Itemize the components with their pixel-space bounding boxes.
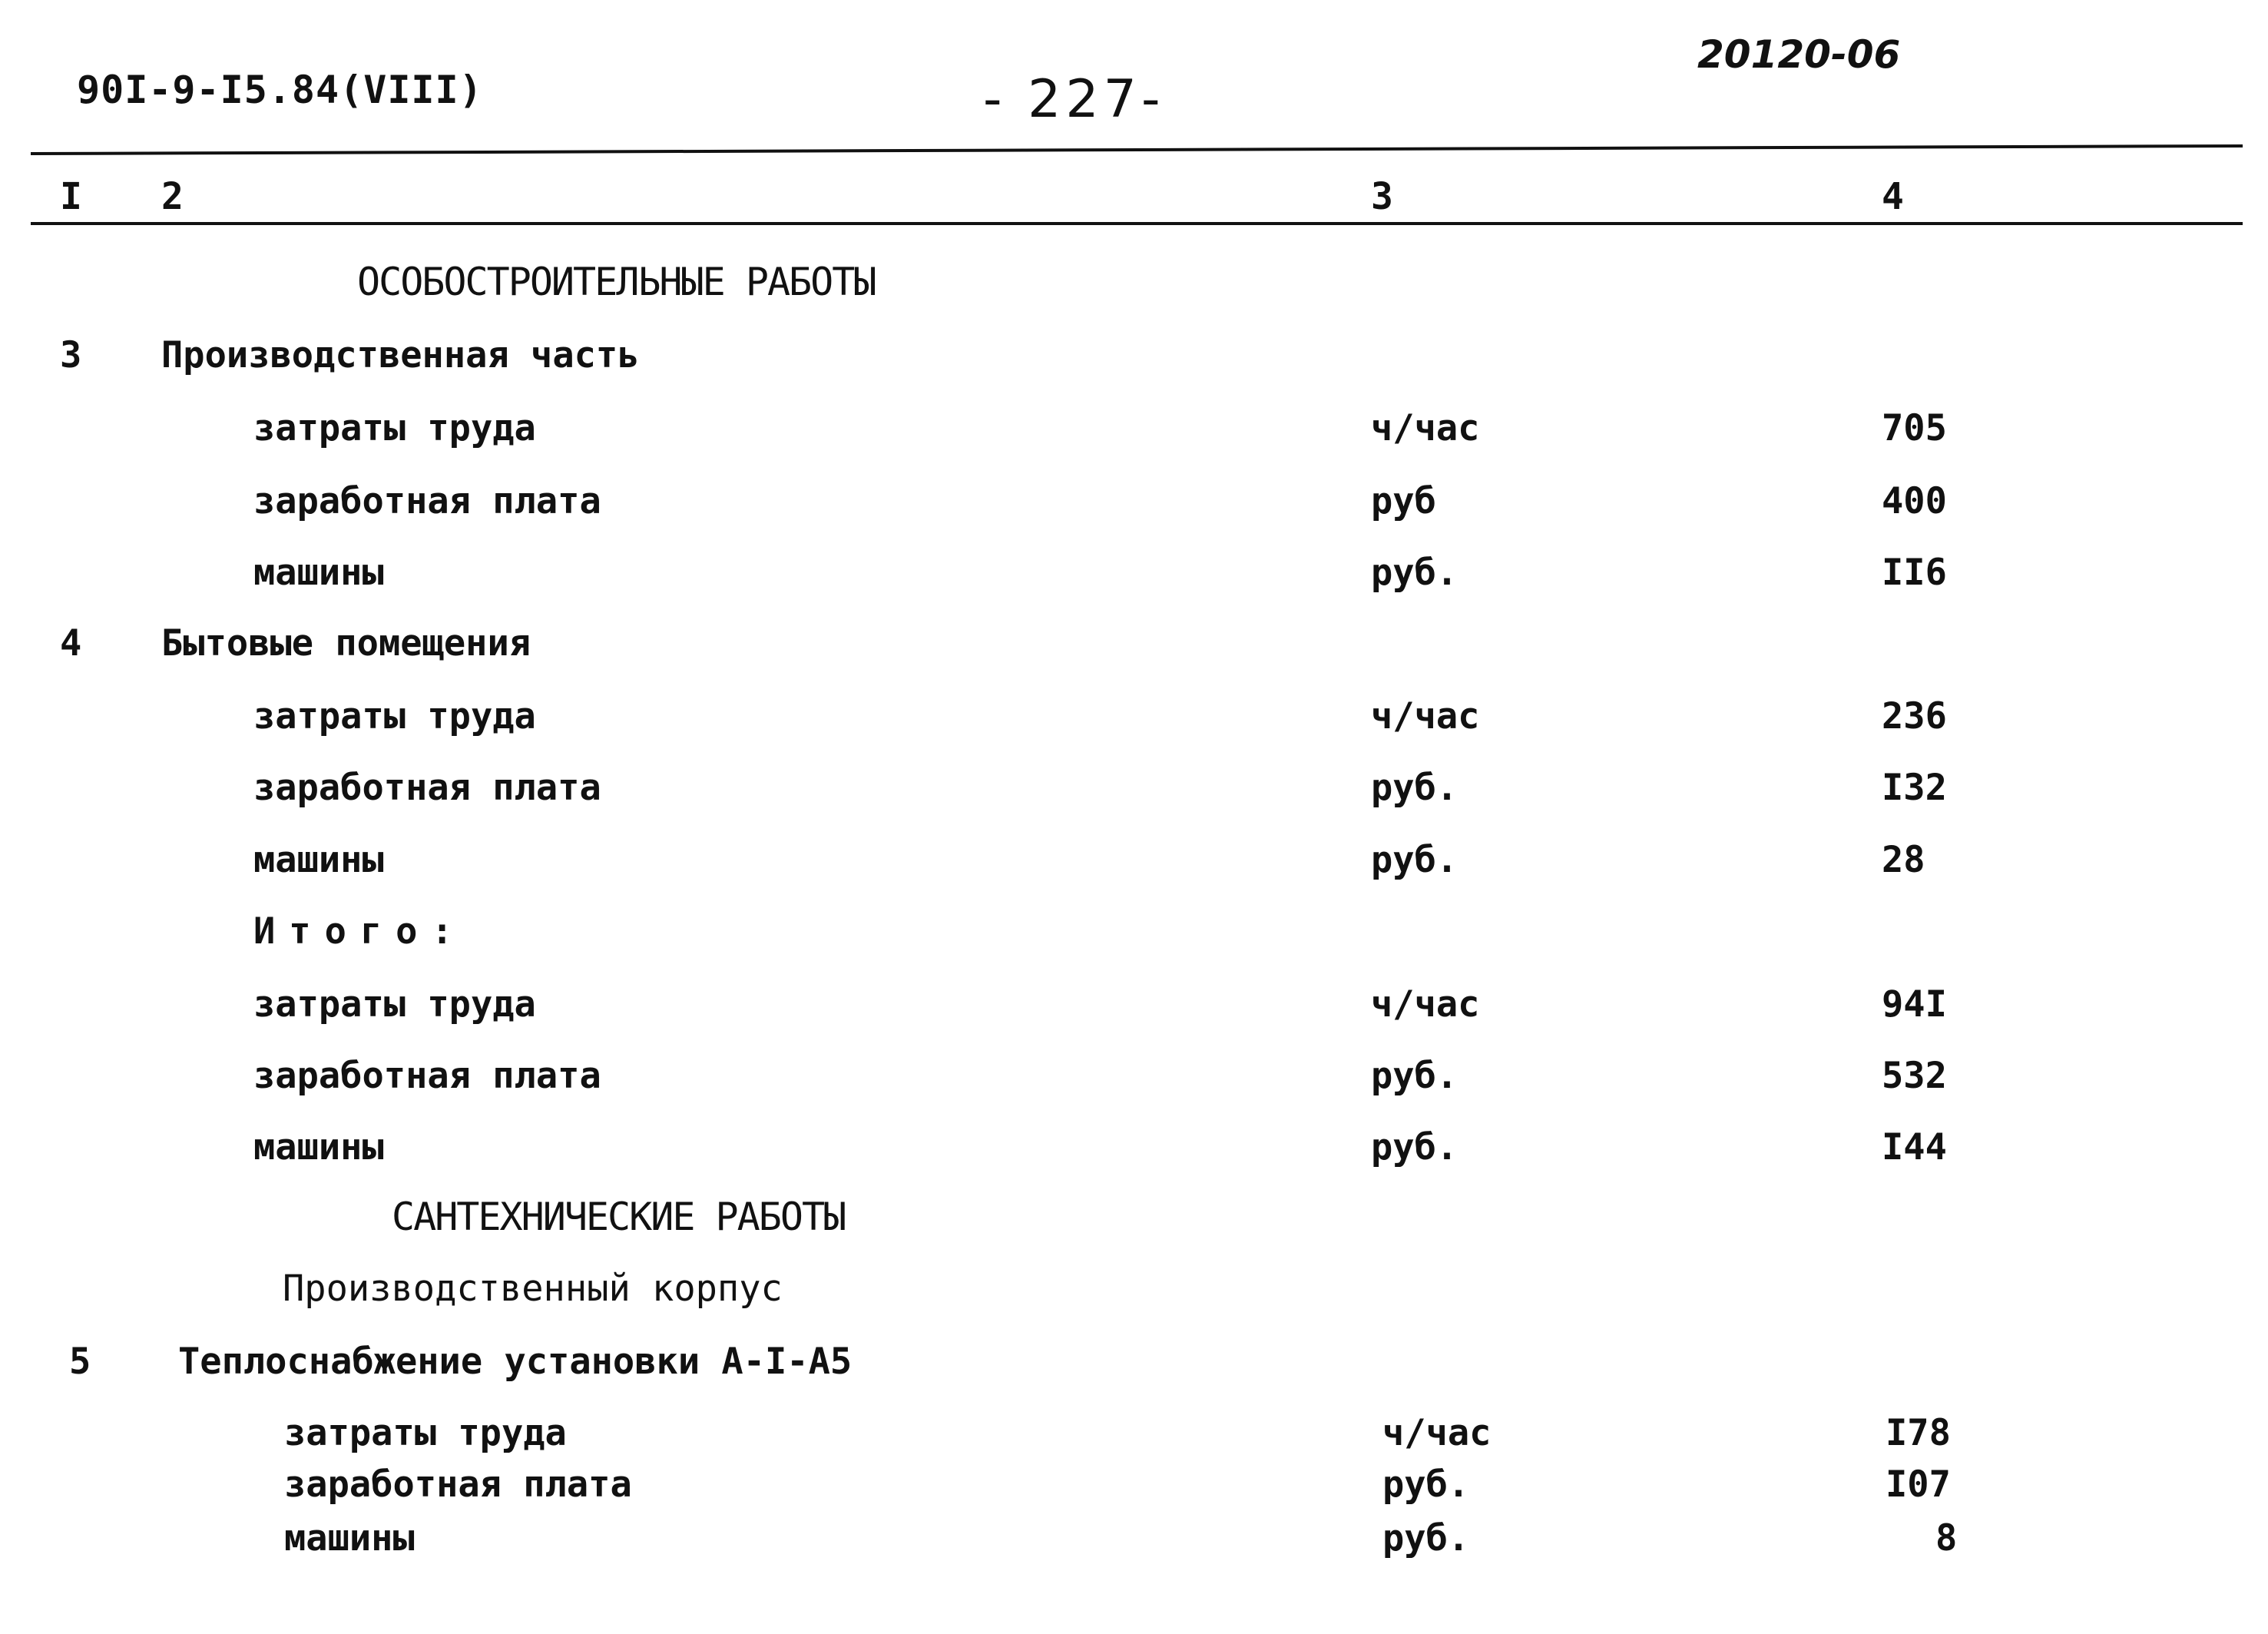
row-unit: руб.	[1371, 1055, 1458, 1097]
row-unit: ч/час	[1371, 407, 1480, 449]
table-row	[0, 1341, 2268, 1402]
table-row	[0, 1463, 2268, 1525]
row-value: I07	[1886, 1463, 1951, 1506]
table-row	[0, 552, 2268, 613]
section-heading-row	[0, 1195, 2268, 1256]
table-row	[0, 1517, 2268, 1579]
page-number: - 227-	[983, 69, 1165, 130]
row-number: 4	[60, 622, 82, 665]
row-name: Бытовые помещения	[161, 622, 531, 665]
row-name: затраты труда	[284, 1412, 567, 1454]
row-unit: руб.	[1371, 552, 1458, 594]
table-row	[0, 1126, 2268, 1188]
row-value: II6	[1882, 552, 1947, 594]
row-name: заработная плата	[253, 1055, 601, 1097]
row-value: 236	[1882, 695, 1947, 737]
row-value: 8	[1935, 1517, 1958, 1559]
section-title: ОСОБОСТРОИТЕЛЬНЫЕ РАБОТЫ	[357, 260, 876, 304]
row-name: машины	[284, 1517, 415, 1559]
row-unit: руб.	[1371, 839, 1458, 881]
table-row	[0, 480, 2268, 542]
row-number: 5	[69, 1341, 91, 1383]
row-unit: руб.	[1382, 1463, 1470, 1506]
column-header-2: 2	[161, 175, 184, 218]
row-unit: руб	[1371, 480, 1436, 522]
row-unit: ч/час	[1382, 1412, 1492, 1454]
row-unit: ч/час	[1371, 983, 1480, 1026]
table-row	[0, 983, 2268, 1045]
total-label: Итого:	[253, 910, 467, 953]
row-name: заработная плата	[253, 480, 601, 522]
column-header-4: 4	[1882, 175, 1904, 218]
row-name: заработная плата	[253, 767, 601, 809]
row-name: машины	[253, 839, 384, 881]
subsection-title: Производственный корпус	[283, 1268, 783, 1310]
row-name: машины	[253, 552, 384, 594]
handwritten-number: 20120-06	[1697, 32, 1901, 77]
row-name: затраты труда	[253, 695, 536, 737]
table-row	[0, 839, 2268, 900]
row-value: 705	[1882, 407, 1947, 449]
row-name: Производственная часть	[161, 334, 640, 376]
row-value: 400	[1882, 480, 1947, 522]
row-name: машины	[253, 1126, 384, 1168]
row-unit: руб.	[1371, 767, 1458, 809]
row-value: I32	[1882, 767, 1947, 809]
row-name: затраты труда	[253, 983, 536, 1026]
table-row	[0, 334, 2268, 396]
subsection-heading-row	[0, 1268, 2268, 1329]
row-value: I78	[1886, 1412, 1951, 1454]
row-value: I44	[1882, 1126, 1947, 1168]
table-row	[0, 695, 2268, 757]
row-unit: руб.	[1371, 1126, 1458, 1168]
column-header-1: I	[60, 175, 82, 218]
row-name: затраты труда	[253, 407, 536, 449]
row-value: 28	[1882, 839, 1925, 881]
section-heading-row	[0, 260, 2268, 321]
table-row	[0, 1055, 2268, 1116]
row-number: 3	[60, 334, 82, 376]
table-row	[0, 407, 2268, 469]
column-header-3: 3	[1371, 175, 1393, 218]
table-top-rule	[31, 144, 2243, 155]
row-name: Теплоснабжение установки А-I-А5	[178, 1341, 853, 1383]
total-heading-row	[0, 910, 2268, 972]
row-value: 532	[1882, 1055, 1947, 1097]
row-unit: руб.	[1382, 1517, 1470, 1559]
table-row	[0, 767, 2268, 828]
document-code: 90I-9-I5.84(VIII)	[77, 68, 483, 112]
row-value: 94I	[1882, 983, 1947, 1026]
table-header-rule	[31, 222, 2243, 225]
row-unit: ч/час	[1371, 695, 1480, 737]
section-title: САНТЕХНИЧЕСКИЕ РАБОТЫ	[392, 1195, 846, 1239]
row-name: заработная плата	[284, 1463, 632, 1506]
table-row	[0, 622, 2268, 684]
